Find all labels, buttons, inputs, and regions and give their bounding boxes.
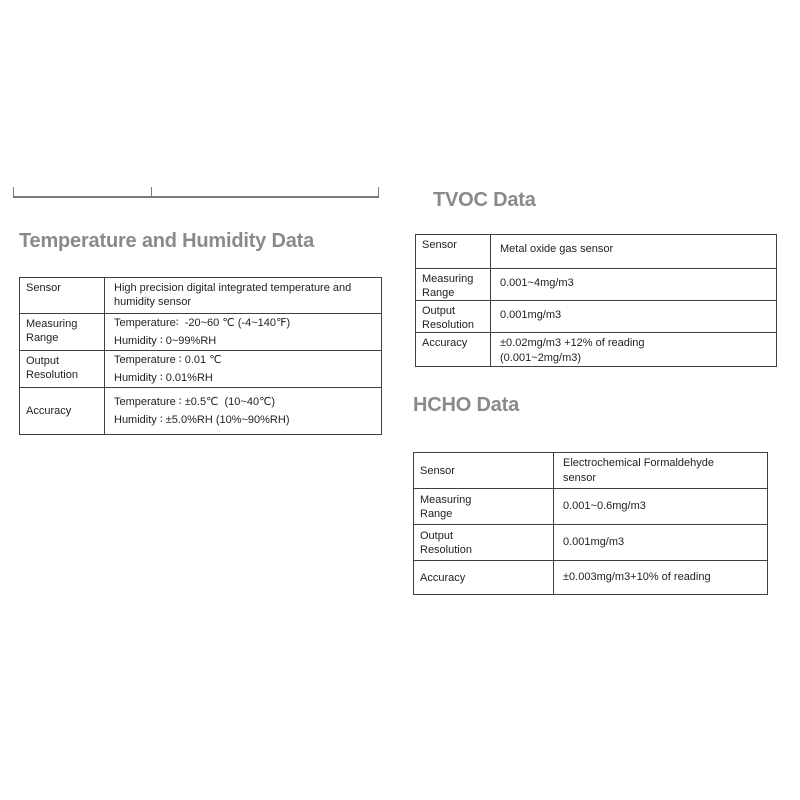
table-row bbox=[20, 278, 382, 314]
value-line: (0.001~2mg/m3) bbox=[500, 352, 582, 364]
row-value bbox=[491, 269, 777, 301]
table-row bbox=[414, 525, 768, 561]
row-value bbox=[554, 453, 768, 489]
row-label: Sensor bbox=[20, 278, 105, 314]
row-value bbox=[491, 235, 777, 269]
row-label: Accuracy bbox=[20, 388, 105, 435]
truncated-table-column-divider bbox=[151, 187, 152, 196]
row-label bbox=[414, 489, 554, 525]
value-line: Temperature ∶ ±0.5℃ (10~40℃) bbox=[114, 396, 276, 408]
value-line: Humidity ∶ ±5.0%RH (10%~90%RH) bbox=[114, 414, 290, 426]
row-label: Output Resolution bbox=[20, 351, 105, 388]
row-value bbox=[491, 333, 777, 367]
table-row bbox=[416, 301, 777, 333]
value-line: High precision digital integrated temperature and humidity sensor bbox=[114, 282, 355, 308]
value-line: Temperature∶ -20~60 ℃ (-4~140℉) bbox=[114, 317, 291, 329]
hcho-heading: HCHO Data bbox=[413, 394, 519, 416]
row-label-text: Measuring Range bbox=[420, 493, 472, 520]
row-label: Measuring Range bbox=[20, 314, 105, 351]
value-line: ±0.003mg/m3+10% of reading bbox=[563, 571, 711, 583]
table-row bbox=[414, 489, 768, 525]
value-line: Humidity ∶ 0~99%RH bbox=[114, 335, 217, 347]
value-line: Humidity ∶ 0.01%RH bbox=[114, 372, 213, 384]
table-row bbox=[416, 269, 777, 301]
value-line: Temperature ∶ 0.01 ℃ bbox=[114, 354, 222, 366]
row-label bbox=[414, 561, 554, 595]
temperature-humidity-table bbox=[19, 277, 382, 435]
value-line: 0.001~4mg/m3 bbox=[500, 277, 574, 289]
table-row bbox=[414, 561, 768, 595]
row-value bbox=[554, 489, 768, 525]
table-row bbox=[416, 235, 777, 269]
value-line: sensor bbox=[563, 471, 597, 484]
table-row bbox=[20, 388, 382, 435]
value-line: ±0.02mg/m3 +12% of reading bbox=[500, 337, 645, 349]
row-value bbox=[554, 525, 768, 561]
table-row bbox=[416, 333, 777, 367]
value-line: Electrochemical Formaldehyde bbox=[563, 456, 715, 469]
row-value bbox=[105, 388, 382, 435]
row-label bbox=[414, 453, 554, 489]
tvoc-heading: TVOC Data bbox=[433, 189, 536, 211]
truncated-table-remnant bbox=[13, 187, 379, 198]
row-label bbox=[414, 525, 554, 561]
table-row bbox=[20, 351, 382, 388]
row-label-text: Sensor bbox=[420, 464, 455, 477]
row-value bbox=[105, 351, 382, 388]
row-value bbox=[105, 278, 382, 314]
row-label: Measuring Range bbox=[416, 269, 491, 301]
row-value bbox=[491, 301, 777, 333]
value-line: 0.001~0.6mg/m3 bbox=[563, 500, 646, 512]
row-value bbox=[554, 561, 768, 595]
row-label-text: Accuracy bbox=[420, 571, 466, 584]
row-label: Accuracy bbox=[416, 333, 491, 367]
tvoc-table bbox=[415, 234, 777, 367]
hcho-table bbox=[413, 452, 768, 595]
row-value bbox=[105, 314, 382, 351]
table-row bbox=[20, 314, 382, 351]
value-line: Metal oxide gas sensor bbox=[500, 243, 614, 255]
row-label-text: Output Resolution bbox=[420, 529, 472, 556]
row-label: Output Resolution bbox=[416, 301, 491, 333]
row-label: Sensor bbox=[416, 235, 491, 269]
value-line: 0.001mg/m3 bbox=[500, 309, 562, 321]
value-line: 0.001mg/m3 bbox=[563, 536, 625, 548]
table-row bbox=[414, 453, 768, 489]
temperature-humidity-heading: Temperature and Humidity Data bbox=[19, 230, 315, 252]
